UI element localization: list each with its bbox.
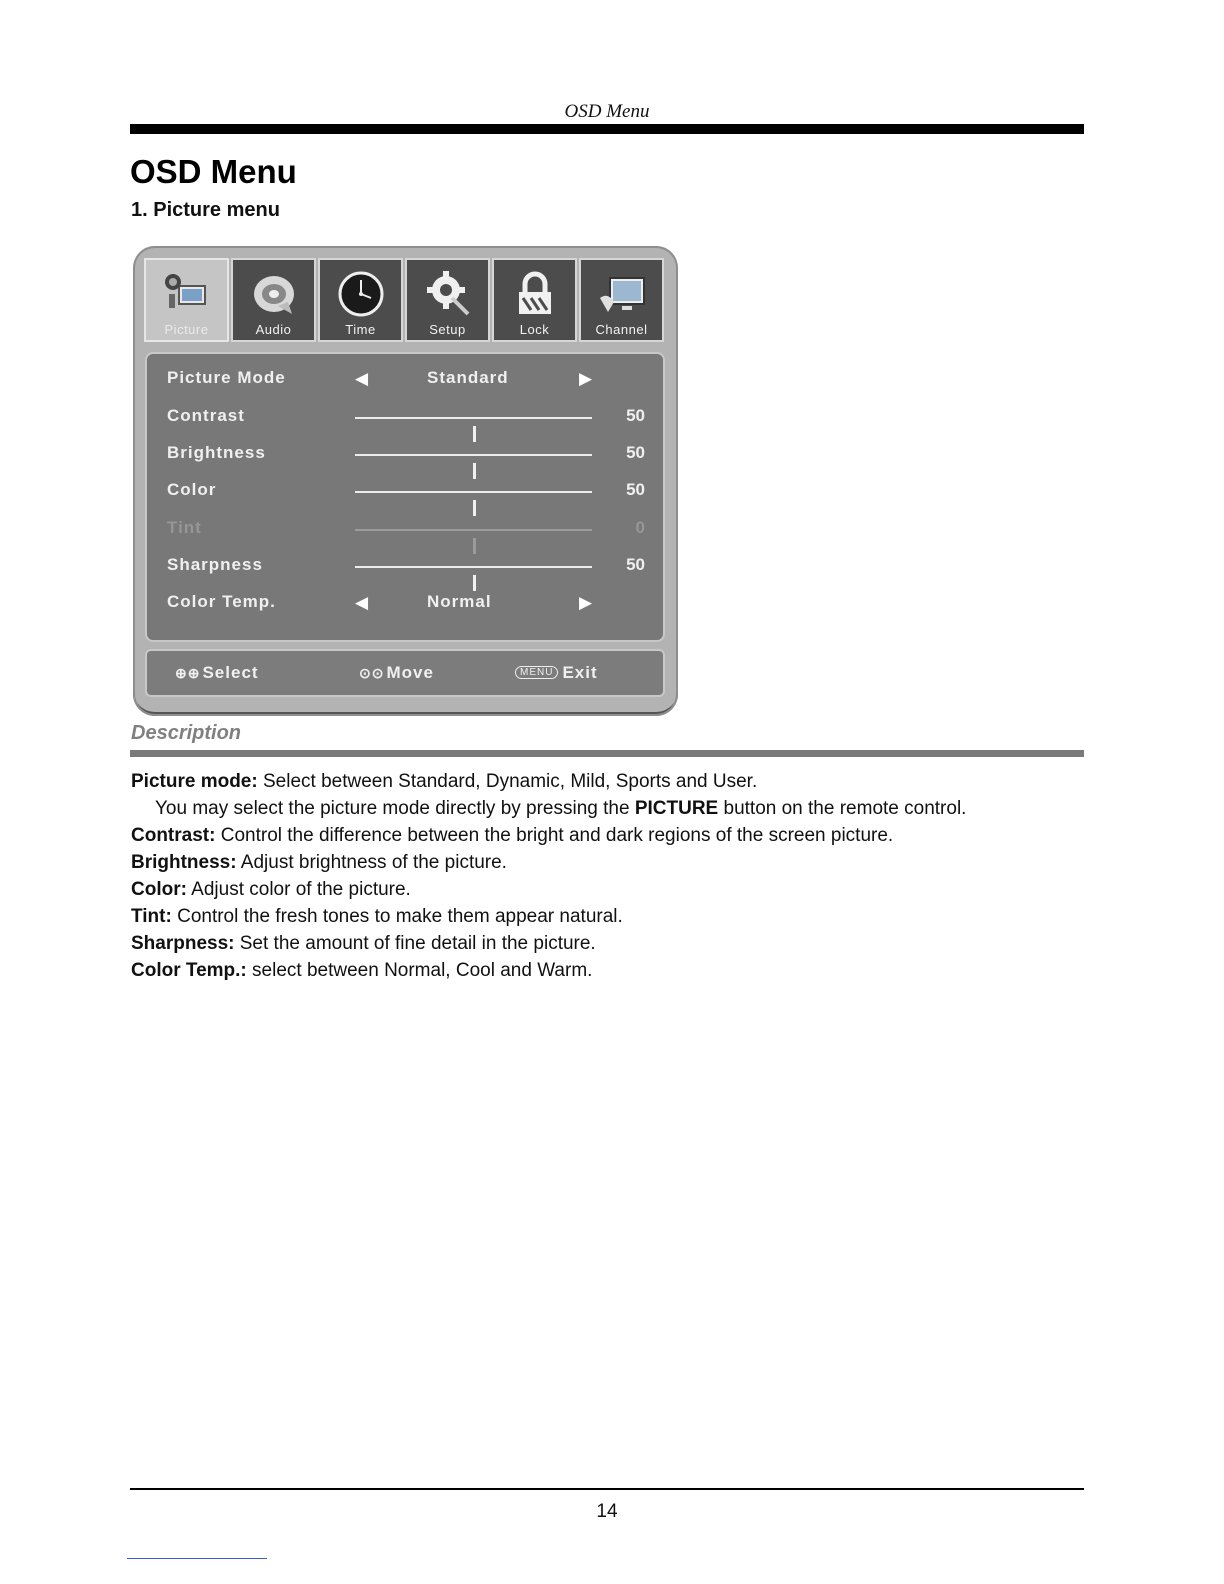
gear-icon xyxy=(422,268,474,320)
osd-menu-screenshot xyxy=(133,246,678,716)
desc-term: Color: xyxy=(131,879,187,900)
clock-icon xyxy=(335,268,387,320)
osd-row-brightness[interactable] xyxy=(147,438,663,470)
select-hint xyxy=(175,663,259,683)
osd-tab-audio[interactable] xyxy=(231,258,316,342)
left-right-arrows-icon: ⊙⊙ xyxy=(359,665,385,681)
row-label: Brightness xyxy=(167,443,266,462)
desc-term: Picture mode: xyxy=(131,771,258,792)
up-down-arrows-icon: ⊕⊕ xyxy=(175,665,201,681)
slider-value: 50 xyxy=(626,555,645,574)
slider-value: 0 xyxy=(635,518,645,537)
desc-item-color-temp xyxy=(131,957,1081,984)
right-arrow-icon[interactable]: ▶ xyxy=(579,593,593,612)
osd-row-color[interactable] xyxy=(147,475,663,507)
desc-note-post: button on the remote control. xyxy=(718,798,967,819)
osd-row-tint xyxy=(147,513,663,545)
left-arrow-icon[interactable]: ◀ xyxy=(355,369,369,388)
select-hint-label: Select xyxy=(202,663,259,682)
description-heading: Description xyxy=(131,722,242,744)
move-hint xyxy=(359,663,434,683)
desc-text: Adjust brightness of the picture. xyxy=(236,852,507,873)
row-label: Contrast xyxy=(167,406,245,425)
desc-text: Control the fresh tones to make them appear natural. xyxy=(171,906,623,927)
desc-item-picture-mode xyxy=(131,768,1081,795)
exit-hint-label: Exit xyxy=(562,663,598,682)
osd-row-contrast[interactable] xyxy=(147,401,663,433)
left-arrow-icon[interactable]: ◀ xyxy=(355,593,369,612)
footer-rule xyxy=(130,1488,1084,1490)
osd-tab-bar xyxy=(144,258,664,342)
slider-track[interactable] xyxy=(355,566,592,568)
desc-text: Adjust color of the picture. xyxy=(186,879,411,900)
exit-hint xyxy=(515,663,598,683)
page-number: 14 xyxy=(596,1501,618,1522)
row-label: Picture Mode xyxy=(167,368,286,387)
desc-item-contrast xyxy=(131,822,1081,849)
desc-text: Select between Standard, Dynamic, Mild, Sports and User. xyxy=(257,771,758,792)
section-title: 1. Picture menu xyxy=(131,199,280,221)
right-arrow-icon[interactable]: ▶ xyxy=(579,369,593,388)
row-label: Sharpness xyxy=(167,555,263,574)
description-rule xyxy=(130,750,1084,757)
osd-tab-time[interactable] xyxy=(318,258,403,342)
header-rule xyxy=(130,124,1084,134)
osd-row-sharpness[interactable] xyxy=(147,550,663,582)
option-value: Standard xyxy=(427,368,509,387)
desc-term: Tint: xyxy=(131,906,172,927)
tab-label: Time xyxy=(345,322,376,337)
move-hint-label: Move xyxy=(386,663,434,682)
audio-icon xyxy=(248,268,300,320)
slider-value: 50 xyxy=(626,443,645,462)
osd-row-color-temp[interactable] xyxy=(147,587,663,619)
osd-tab-lock[interactable] xyxy=(492,258,577,342)
desc-text: Control the difference between the bright and dark regions of the screen picture. xyxy=(215,825,894,846)
picture-key: PICTURE xyxy=(634,798,719,819)
row-label: Color Temp. xyxy=(167,592,276,611)
desc-item-brightness xyxy=(131,849,1081,876)
page-title: OSD Menu xyxy=(130,153,297,190)
desc-note-pre: You may select the picture mode directly by pressing the xyxy=(155,798,635,819)
desc-text: Set the amount of fine detail in the picture. xyxy=(234,933,596,954)
desc-text: select between Normal, Cool and Warm. xyxy=(246,960,593,981)
osd-tab-picture[interactable] xyxy=(144,258,229,342)
tab-label: Picture xyxy=(164,322,209,337)
lock-icon xyxy=(509,268,561,320)
desc-term: Color Temp.: xyxy=(131,960,247,981)
option-value: Normal xyxy=(427,592,492,611)
row-label: Tint xyxy=(167,518,202,537)
slider-value: 50 xyxy=(626,406,645,425)
picture-icon xyxy=(161,268,213,320)
link-underline xyxy=(127,1558,267,1559)
osd-tab-setup[interactable] xyxy=(405,258,490,342)
description-list xyxy=(131,768,1081,984)
slider-track[interactable] xyxy=(355,454,592,456)
row-label: Color xyxy=(167,480,217,499)
desc-term: Contrast: xyxy=(131,825,216,846)
osd-footer-hints xyxy=(145,649,665,697)
slider-track xyxy=(355,529,592,531)
menu-key-icon: MENU xyxy=(515,666,558,679)
desc-note-picture-mode xyxy=(131,795,1081,822)
slider-track[interactable] xyxy=(355,491,592,493)
tab-label: Lock xyxy=(519,322,550,337)
running-header: OSD Menu xyxy=(564,101,650,122)
osd-tab-channel[interactable] xyxy=(579,258,664,342)
desc-term: Brightness: xyxy=(131,852,237,873)
tab-label: Channel xyxy=(595,322,648,337)
desc-item-sharpness xyxy=(131,930,1081,957)
osd-settings-panel xyxy=(145,352,665,642)
slider-value: 50 xyxy=(626,480,645,499)
desc-item-color xyxy=(131,876,1081,903)
tab-label: Setup xyxy=(429,322,466,337)
desc-item-tint xyxy=(131,903,1081,930)
osd-row-picture-mode[interactable] xyxy=(147,363,663,395)
tab-label: Audio xyxy=(255,322,292,337)
channel-icon xyxy=(596,268,648,320)
desc-term: Sharpness: xyxy=(131,933,235,954)
slider-track[interactable] xyxy=(355,417,592,419)
